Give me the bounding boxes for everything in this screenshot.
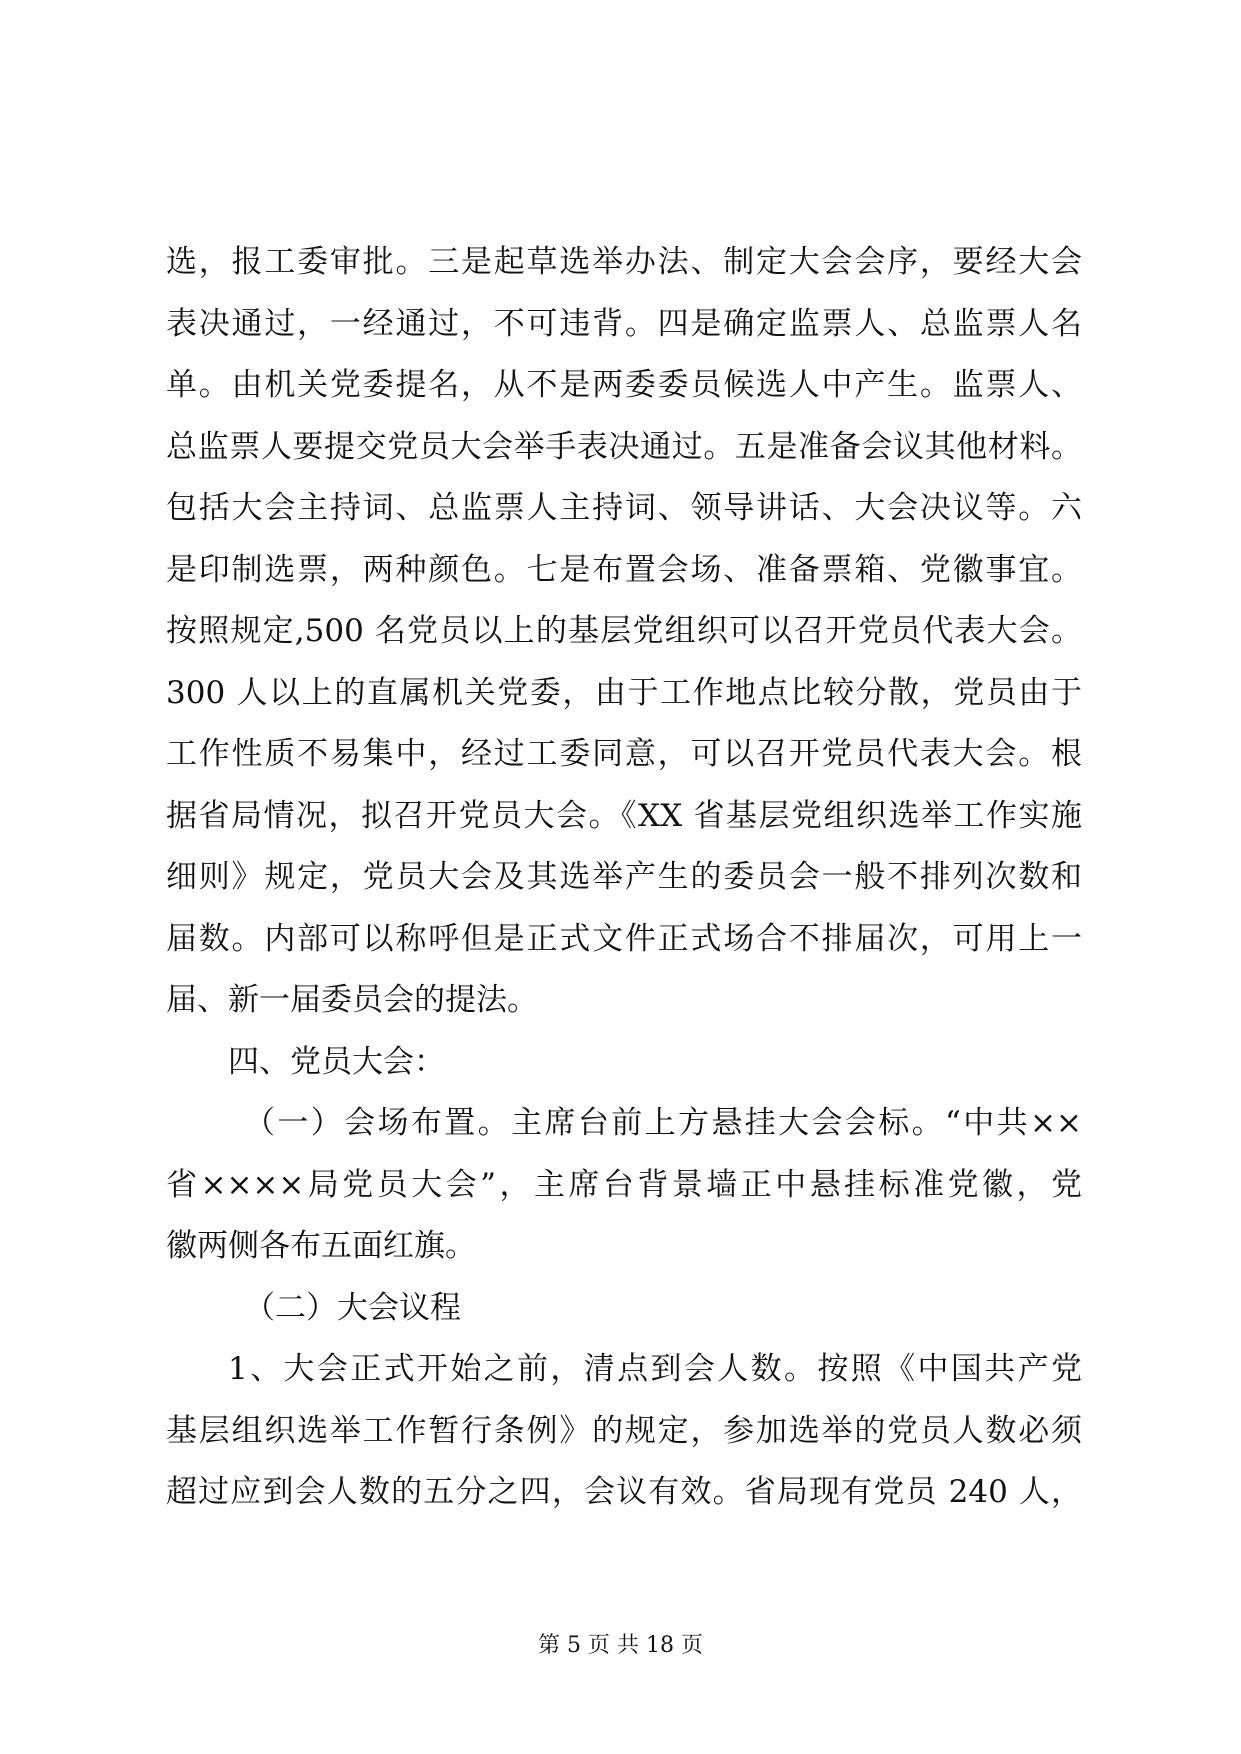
text-line: 单。由机关党委提名，从不是两委委员候选人中产生。监票人、: [166, 367, 1082, 403]
section-heading: 四、党员大会：: [228, 1043, 445, 1080]
text-line: 省××××局党员大会”，主席台背景墙正中悬挂标准党徽，党: [166, 1166, 1082, 1203]
text-line: 选，报工委审批。三是起草选举办法、制定大会会序，要经大会: [166, 244, 1082, 280]
text-line: 是印制选票，两种颜色。七是布置会场、准备票箱、党徽事宜。: [166, 551, 1082, 588]
text-line: （一）会场布置。主席台前上方悬挂大会会标。“中共××: [244, 1105, 1082, 1141]
text-line: 基层组织选举工作暂行条例》的规定，参加选举的党员人数必须: [166, 1412, 1082, 1449]
page-number-label: 第 5 页 共 18 页: [538, 1633, 703, 1658]
text-line: 细则》规定，党员大会及其选举产生的委员会一般不排列次数和: [166, 859, 1082, 895]
document-body: [166, 232, 1082, 1524]
subsection-heading: （二）大会议程: [244, 1289, 461, 1326]
text-line: 据省局情况，拟召开党员大会。《XX 省基层党组织选举工作实施: [166, 797, 1082, 834]
text-line: 总监票人要提交党员大会举手表决通过。五是准备会议其他材料。: [166, 428, 1082, 465]
text-line: 工作性质不易集中，经过工委同意，可以召开党员代表大会。根: [166, 736, 1082, 772]
text-line: 届、新一届委员会的提法。: [166, 982, 538, 1018]
text-line: 1、大会正式开始之前，清点到会人数。按照《中国共产党: [228, 1351, 1082, 1387]
page-footer: [0, 1628, 1241, 1659]
text-line: 300 人以上的直属机关党委，由于工作地点比较分散，党员由于: [166, 674, 1082, 711]
text-line: 表决通过，一经通过，不可违背。四是确定监票人、总监票人名: [166, 305, 1082, 342]
text-line: 按照规定,500 名党员以上的基层党组织可以召开党员代表大会。: [166, 613, 1082, 649]
text-line: 届数。内部可以称呼但是正式文件正式场合不排届次，可用上一: [166, 920, 1082, 957]
text-line: 超过应到会人数的五分之四，会议有效。省局现有党员 240 人，: [166, 1474, 1082, 1510]
text-line: 徽两侧各布五面红旗。: [166, 1228, 476, 1264]
text-line: 包括大会主持词、总监票人主持词、领导讲话、大会决议等。六: [166, 490, 1082, 526]
